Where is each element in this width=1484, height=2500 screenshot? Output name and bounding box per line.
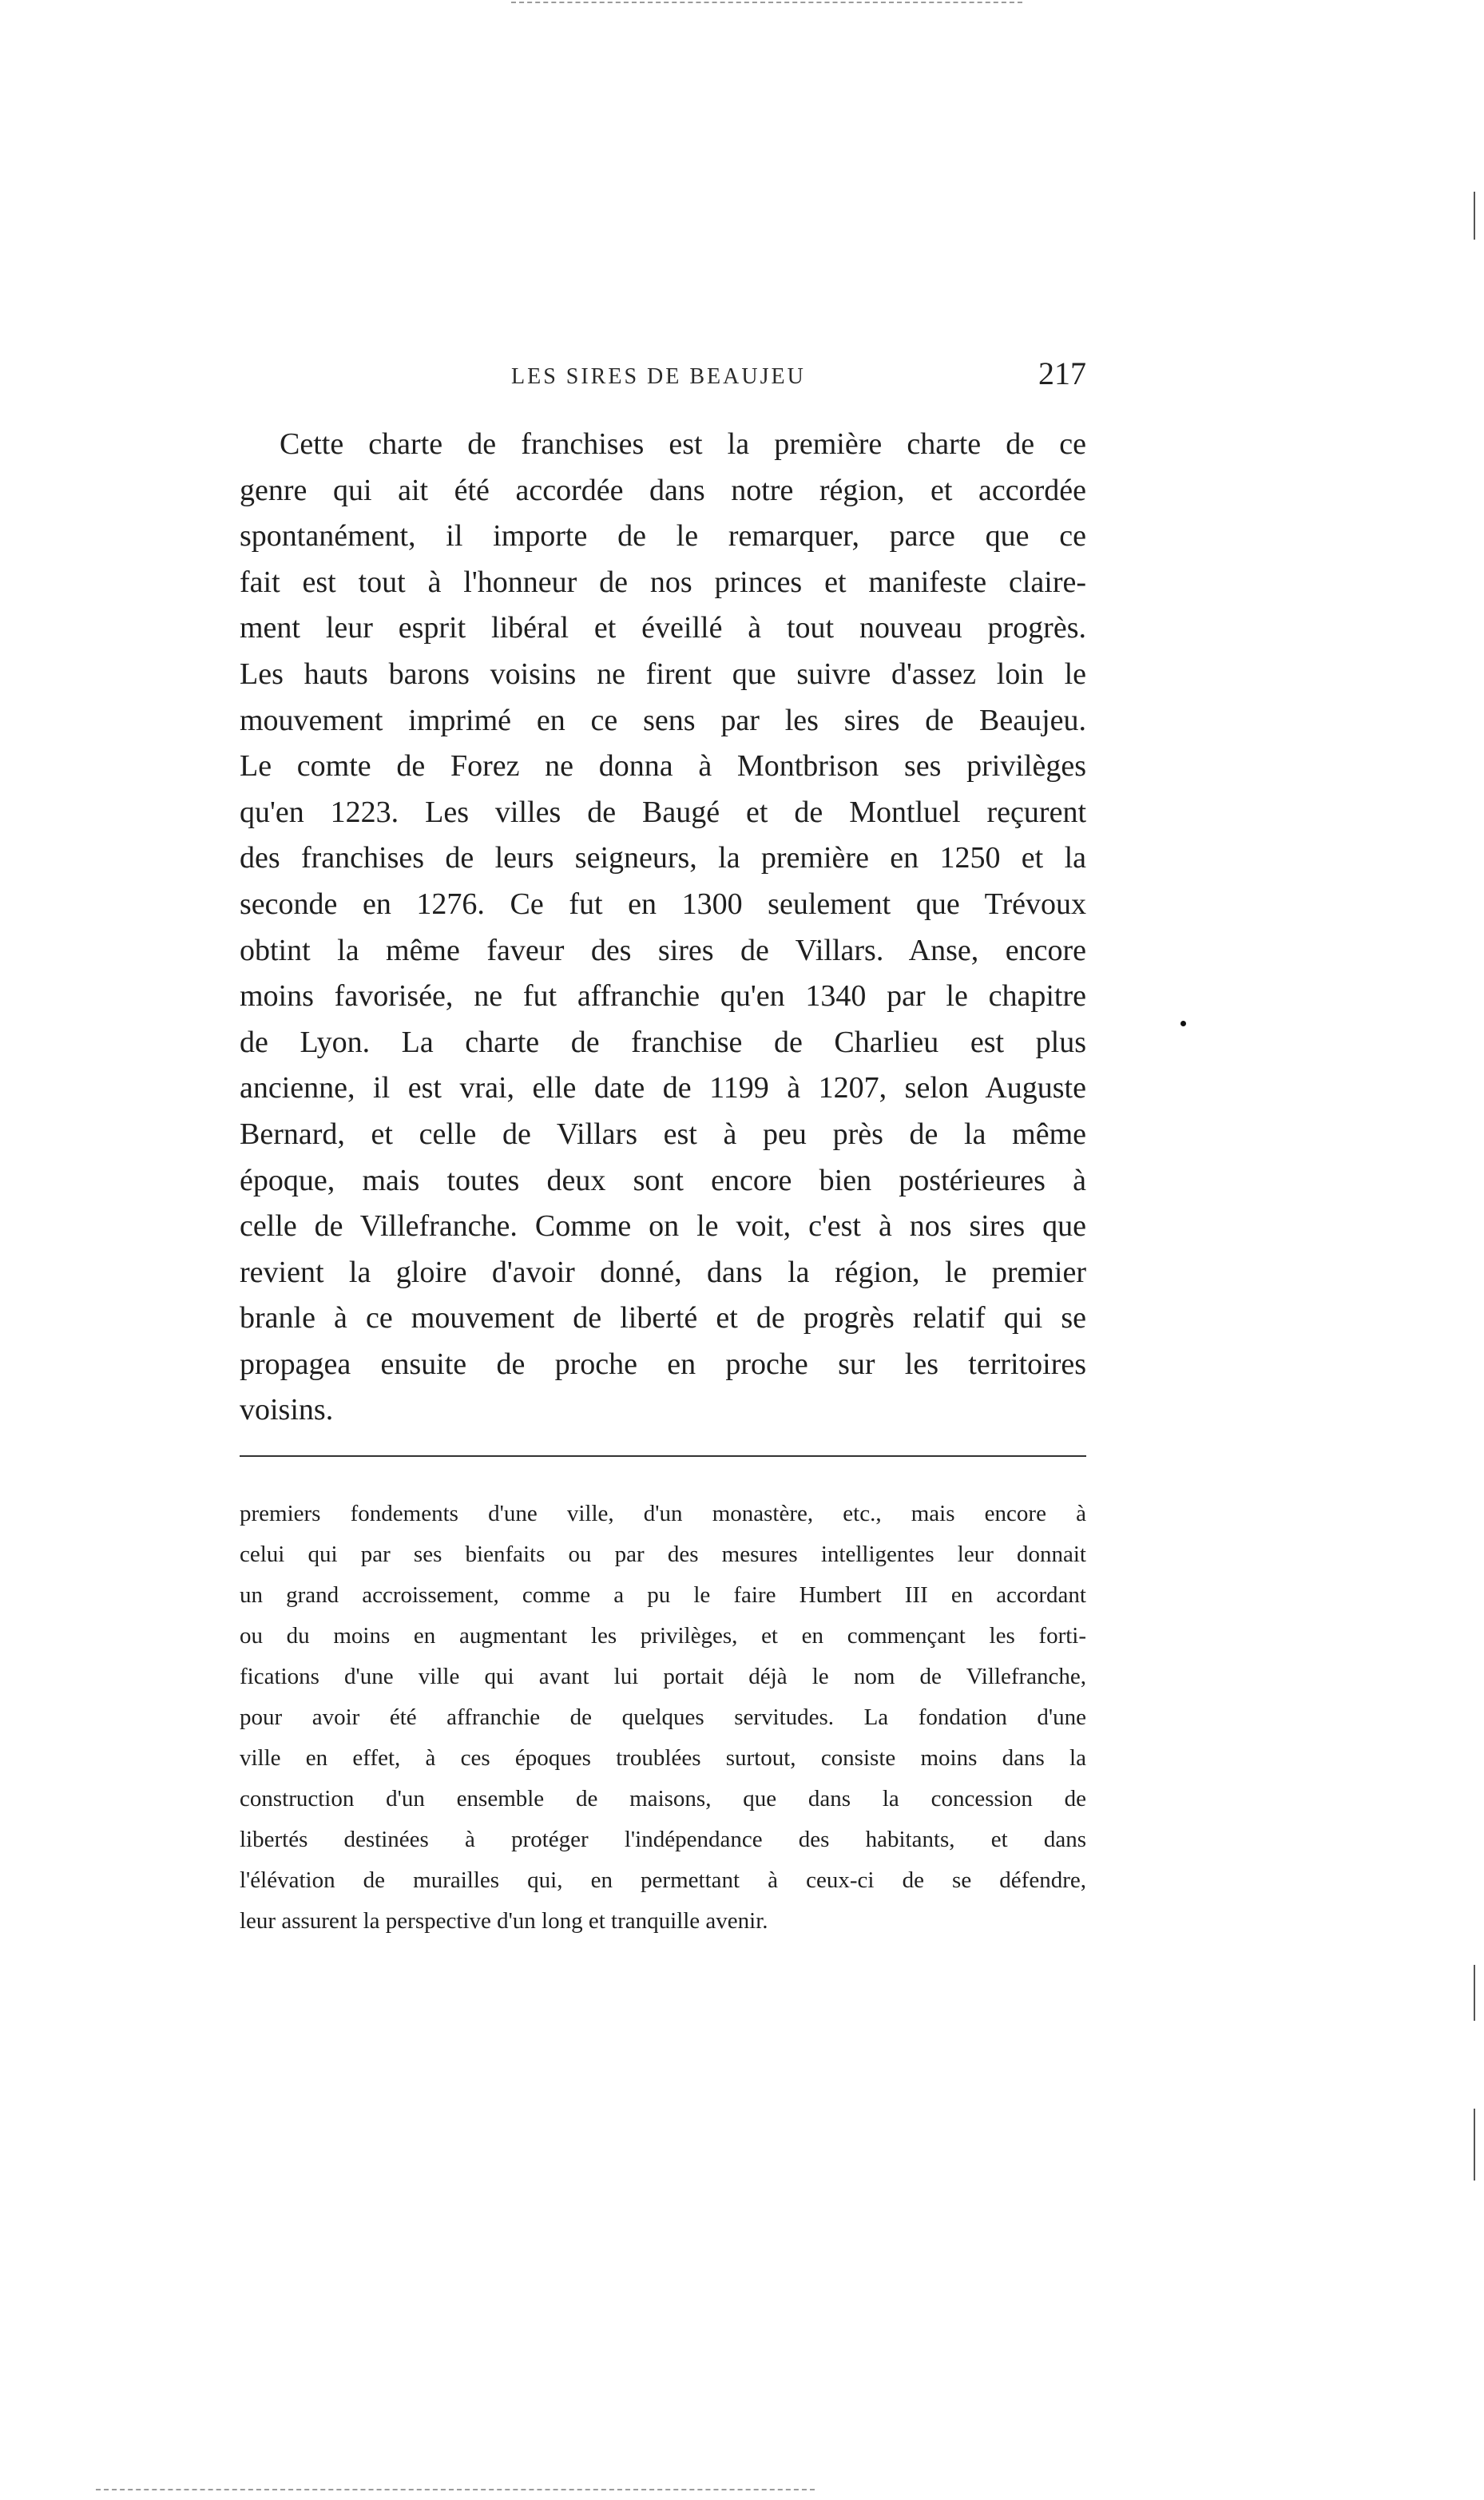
text-line: mouvement imprimé en ce sens par les sires de Beaujeu. xyxy=(240,703,1086,737)
text-line: des franchises de leurs seigneurs, la première en 1250 et la xyxy=(240,841,1086,875)
text-line: branle à ce mouvement de liberté et de progrès relatif qui se xyxy=(240,1301,1086,1335)
footnote-line: ville en effet, à ces époques troublées surtout, consiste moins dans la xyxy=(240,1745,1086,1771)
text-line: propagea ensuite de proche en proche sur les territoires xyxy=(240,1347,1086,1381)
running-title: LES SIRES DE BEAUJEU xyxy=(511,364,806,389)
text-line: Bernard, et celle de Villars est à peu près de la même xyxy=(240,1117,1086,1151)
footnote-line: ou du moins en augmentant les privilèges, et en commençant les forti- xyxy=(240,1623,1086,1649)
right-margin-mark xyxy=(1474,2109,1475,2181)
footnote-line: leur assurent la perspective d'un long et tranquille avenir. xyxy=(240,1908,768,1934)
page-header xyxy=(240,355,1086,401)
footnote-line: libertés destinées à protéger l'indépendance des habitants, et dans xyxy=(240,1827,1086,1852)
page-number: 217 xyxy=(1038,355,1086,391)
footnote-line: premiers fondements d'une ville, d'un monastère, etc., mais encore à xyxy=(240,1501,1086,1526)
text-line: Cette charte de franchises est la première charte de ce xyxy=(280,427,1086,461)
right-margin-mark xyxy=(1474,192,1475,240)
text-line: Le comte de Forez ne donna à Montbrison ses privilèges xyxy=(240,749,1086,784)
text-line: voisins. xyxy=(240,1393,334,1427)
footnote-line: celui qui par ses bienfaits ou par des mesures intelligentes leur donnait xyxy=(240,1542,1086,1567)
footnote-line: un grand accroissement, comme a pu le faire Humbert III en accordant xyxy=(240,1582,1086,1608)
text-line: ancienne, il est vrai, elle date de 1199 à 1207, selon Auguste xyxy=(240,1071,1086,1105)
text-line: qu'en 1223. Les villes de Baugé et de Montluel reçurent xyxy=(240,795,1086,829)
text-line: spontanément, il importe de le remarquer, parce que ce xyxy=(240,519,1086,554)
text-line: celle de Villefranche. Comme on le voit, c'est à nos sires que xyxy=(240,1209,1086,1244)
top-scan-edge xyxy=(511,2,1022,3)
footnote-line: construction d'un ensemble de maisons, que dans la concession de xyxy=(240,1786,1086,1812)
text-line: fait est tout à l'honneur de nos princes et manifeste claire- xyxy=(240,565,1086,599)
text-line: seconde en 1276. Ce fut en 1300 seulement que Trévoux xyxy=(240,887,1086,921)
footnote-line: pour avoir été affranchie de quelques servitudes. La fondation d'une xyxy=(240,1704,1086,1730)
footnote-line: fications d'une ville qui avant lui portait déjà le nom de Villefranche, xyxy=(240,1664,1086,1689)
main-text xyxy=(240,422,1086,1434)
text-line: revient la gloire d'avoir donné, dans la région, le premier xyxy=(240,1255,1086,1289)
bottom-scan-edge xyxy=(96,2489,815,2490)
text-line: Les hauts barons voisins ne firent que suivre d'assez loin le xyxy=(240,657,1086,691)
footnote-divider xyxy=(240,1455,1086,1457)
footnote-line: l'élévation de murailles qui, en permettant à ceux-ci de se défendre, xyxy=(240,1867,1086,1893)
footnote xyxy=(240,1494,1086,1942)
text-line: époque, mais toutes deux sont encore bien postérieures à xyxy=(240,1163,1086,1197)
text-line: moins favorisée, ne fut affranchie qu'en 1340 par le chapitre xyxy=(240,979,1086,1014)
right-margin-mark xyxy=(1474,1965,1475,2021)
text-line: obtint la même faveur des sires de Villars. Anse, encore xyxy=(240,933,1086,967)
text-line: de Lyon. La charte de franchise de Charlieu est plus xyxy=(240,1025,1086,1059)
text-line: ment leur esprit libéral et éveillé à tout nouveau progrès. xyxy=(240,611,1086,645)
margin-dot-mark xyxy=(1180,1021,1186,1026)
text-line: genre qui ait été accordée dans notre région, et accordée xyxy=(240,473,1086,507)
